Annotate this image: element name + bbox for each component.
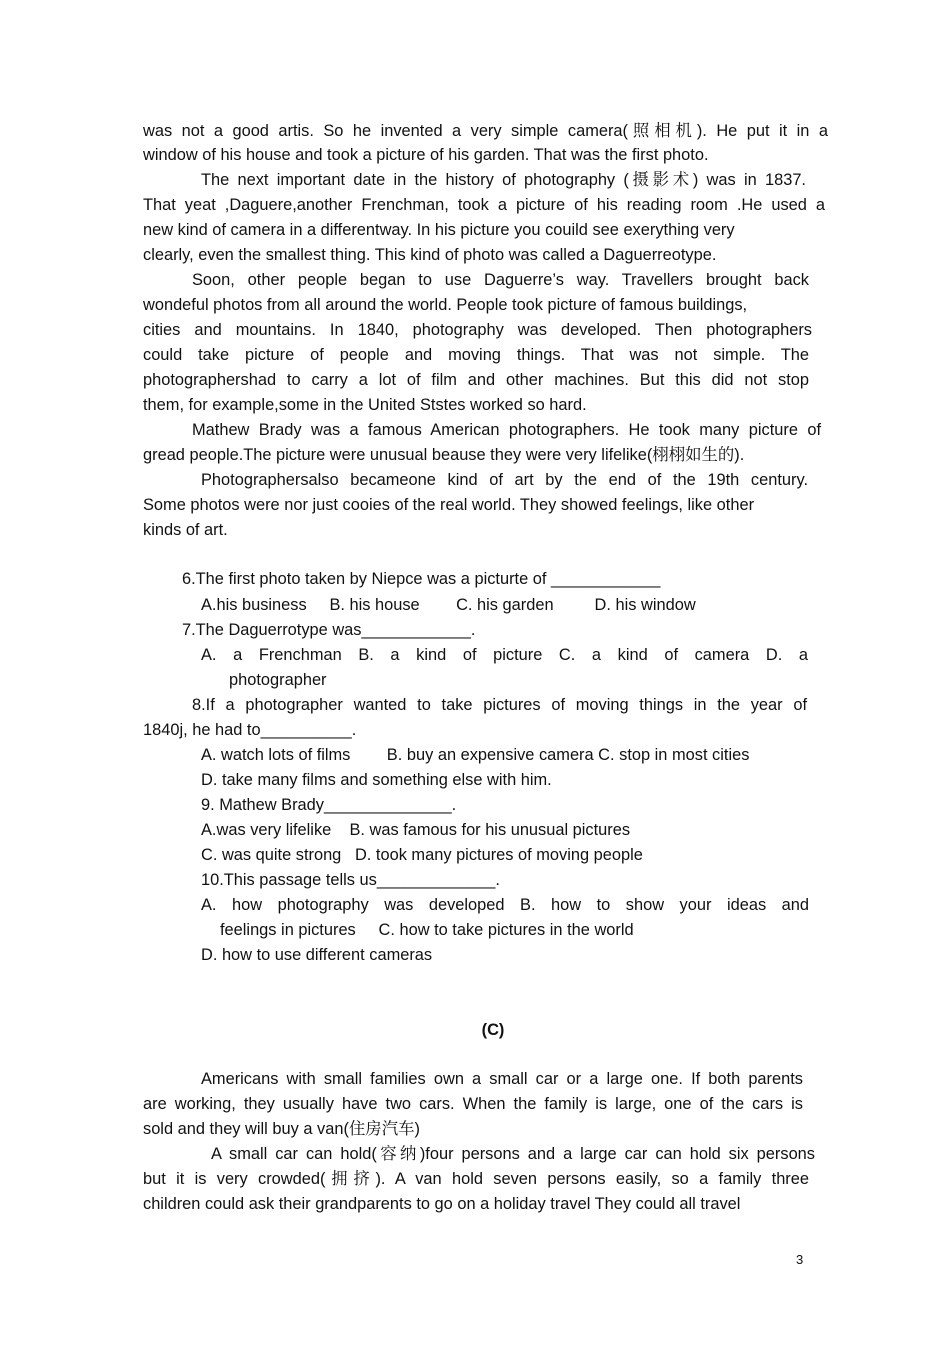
section-heading: (C) [481, 1021, 505, 1039]
passage-b-line: was not a good artis. So he invented a very simple camera(照相机). He put it in a [143, 122, 828, 140]
passage-b-line: The next important date in the history of photography (摄影术) was in 1837. [201, 171, 806, 189]
question-line: 1840j, he had to__________. [143, 721, 357, 739]
passage-b-line: gread people.The picture were unusual beause they were very lifelike(栩栩如生的). [143, 446, 745, 464]
question-line: 8.If a photographer wanted to take pictures of moving things in the year of [192, 696, 807, 714]
passage-b-line: Some photos were nor just cooies of the real world. They showed feelings, like other [143, 496, 755, 514]
passage-b-line: them, for example,some in the United Ststes worked so hard. [143, 396, 587, 414]
passage-b-line: kinds of art. [143, 521, 228, 539]
question-option-line: A.his business B. his house C. his garden D. his window [201, 596, 696, 614]
question-option-line: D. how to use different cameras [201, 946, 433, 964]
question-option-line: C. was quite strong D. took many pictures of moving people [201, 846, 643, 864]
question-option-line: A. a Frenchman B. a kind of picture C. a kind of camera D. a [201, 646, 808, 664]
question-line: 10.This passage tells us_____________. [201, 871, 500, 889]
question-line: 7.The Daguerrotype was____________. [182, 621, 476, 639]
passage-b-line: wondeful photos from all around the world. People took picture of famous buildings, [143, 296, 748, 314]
passage-c-line: A small car can hold(容纳)four persons and a large car can hold six persons [211, 1145, 815, 1163]
passage-b-line: new kind of camera in a differentway. In his picture you couild see exerything very [143, 221, 735, 239]
passage-b-line: could take picture of people and moving things. That was not simple. The [143, 346, 809, 364]
passage-b-line: That yeat ,Daguere,another Frenchman, took a picture of his reading room .He used a [143, 196, 825, 214]
passage-b-line: Mathew Brady was a famous American photographers. He took many picture of [192, 421, 821, 439]
passage-c-line: children could ask their grandparents to go on a holiday travel They could all travel [143, 1195, 741, 1213]
passage-c-line: sold and they will buy a van(住房汽车) [143, 1120, 420, 1138]
passage-c-line: but it is very crowded(拥挤). A van hold seven persons easily, so a family three [143, 1170, 809, 1188]
page-number: 3 [796, 1252, 804, 1267]
passage-b-line: Soon, other people began to use Daguerre’s way. Travellers brought back [192, 271, 809, 289]
passage-b-line: clearly, even the smallest thing. This kind of photo was called a Daguerreotype. [143, 246, 717, 264]
passage-b-line: window of his house and took a picture of his garden. That was the first photo. [143, 146, 709, 164]
passage-c-line: are working, they usually have two cars. When the family is large, one of the cars is [143, 1095, 803, 1113]
question-option-line: A. watch lots of films B. buy an expensive camera C. stop in most cities [201, 746, 750, 764]
question-option-line: A.was very lifelike B. was famous for his unusual pictures [201, 821, 631, 839]
question-option-line: feelings in pictures C. how to take pictures in the world [220, 921, 634, 939]
question-option-line: photographer [229, 671, 327, 689]
question-line: 9. Mathew Brady______________. [201, 796, 457, 814]
question-option-line: D. take many films and something else with him. [201, 771, 552, 789]
question-line: 6.The first photo taken by Niepce was a picturte of ____________ [182, 570, 661, 588]
passage-c-line: Americans with small families own a small car or a large one. If both parents [201, 1070, 803, 1088]
question-option-line: A. how photography was developed B. how to show your ideas and [201, 896, 809, 914]
passage-b-line: Photographersalso becameone kind of art by the end of the 19th century. [201, 471, 808, 489]
passage-b-line: photographershad to carry a lot of film and other machines. But this did not stop [143, 371, 809, 389]
passage-b-line: cities and mountains. In 1840, photography was developed. Then photographers [143, 321, 812, 339]
